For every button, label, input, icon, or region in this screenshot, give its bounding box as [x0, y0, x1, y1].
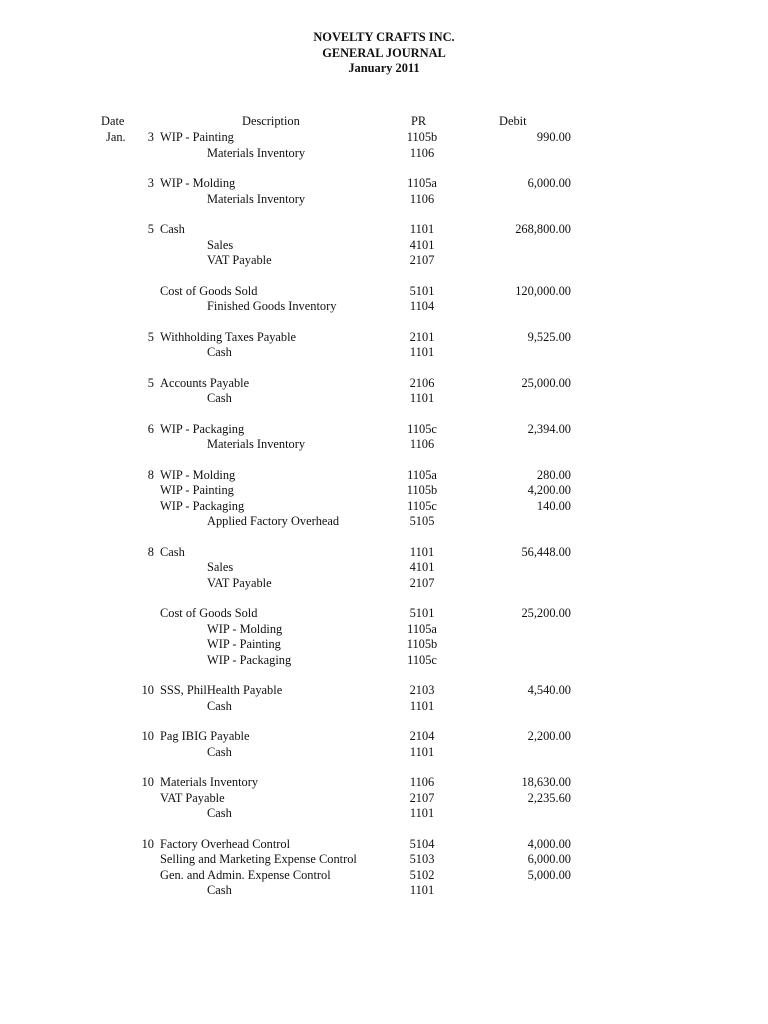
posting-reference: 1105a [407, 621, 437, 636]
account-name: Finished Goods Inventory [207, 299, 337, 313]
debit-line [0, 852, 768, 868]
posting-reference: 1105b [406, 637, 438, 651]
account-name: Cost of Goods Sold [160, 283, 258, 298]
entry-day: 8 [147, 467, 154, 482]
posting-reference: 4101 [409, 560, 435, 574]
account-name: WIP - Packaging [207, 652, 292, 667]
posting-reference: 1105b [406, 130, 438, 144]
entry-day: 5 [147, 329, 154, 344]
credit-line [0, 806, 768, 822]
debit-amount: 2,235.60 [527, 790, 571, 805]
journal-entry [0, 468, 768, 530]
journal-entry [0, 545, 768, 592]
column-header-date: Date [101, 114, 125, 128]
account-name: Cash [207, 698, 232, 713]
posting-reference: 1104 [409, 299, 435, 313]
debit-amount: 6,000.00 [527, 176, 571, 190]
debit-amount: 5,000.00 [527, 867, 571, 882]
account-name: Materials Inventory [207, 191, 306, 206]
debit-line [0, 422, 768, 438]
account-name: Applied Factory Overhead [207, 514, 340, 528]
journal-entry [0, 284, 768, 315]
credit-line [0, 345, 768, 361]
journal-entry [0, 729, 768, 760]
debit-amount: 280.00 [536, 467, 571, 482]
posting-reference: 5103 [409, 852, 435, 866]
entry-day: 5 [147, 375, 154, 390]
credit-line [0, 299, 768, 315]
account-name: Factory Overhead Control [160, 836, 291, 851]
account-name: Materials Inventory [207, 437, 306, 451]
account-name: Gen. and Admin. Expense Control [160, 867, 331, 882]
debit-amount: 120,000.00 [515, 283, 571, 298]
posting-reference: 1105c [407, 498, 437, 513]
posting-reference: 1105b [406, 483, 438, 497]
company-name: NOVELTY CRAFTS INC. [313, 30, 455, 44]
credit-line [0, 637, 768, 653]
credit-line [0, 192, 768, 208]
credit-line [0, 560, 768, 576]
account-name: WIP - Molding [160, 176, 236, 190]
journal-entry [0, 837, 768, 899]
credit-line [0, 391, 768, 407]
column-header-debit: Debit [499, 114, 527, 128]
debit-line [0, 284, 768, 300]
posting-reference: 2101 [409, 329, 435, 344]
posting-reference: 1101 [409, 345, 435, 359]
debit-line [0, 222, 768, 238]
debit-line [0, 545, 768, 561]
posting-reference: 5101 [409, 283, 435, 298]
journal-entry [0, 222, 768, 269]
account-name: Pag IBIG Payable [160, 729, 250, 743]
debit-amount: 268,800.00 [515, 222, 571, 236]
posting-reference: 1105c [407, 652, 437, 667]
posting-reference: 2107 [409, 253, 435, 267]
posting-reference: 1101 [409, 222, 435, 236]
account-name: Cash [207, 744, 232, 759]
debit-amount: 6,000.00 [527, 852, 571, 866]
account-name: Sales [207, 237, 234, 252]
debit-amount: 990.00 [536, 130, 571, 144]
posting-reference: 2106 [409, 375, 435, 390]
account-name: Accounts Payable [160, 375, 250, 390]
journal-entries [0, 130, 768, 914]
journal-entry [0, 376, 768, 407]
account-name: Materials Inventory [207, 145, 306, 160]
account-name: Sales [207, 560, 234, 574]
posting-reference: 1101 [409, 544, 435, 559]
account-name: Materials Inventory [160, 775, 259, 789]
journal-header [0, 30, 768, 77]
debit-amount: 25,200.00 [521, 606, 571, 620]
posting-reference: 5104 [409, 836, 435, 851]
credit-line [0, 514, 768, 530]
journal-period: January 2011 [348, 61, 420, 75]
debit-line [0, 330, 768, 346]
account-name: WIP - Painting [160, 483, 234, 497]
entry-day: 10 [141, 683, 154, 697]
journal-entry [0, 606, 768, 668]
journal-entry [0, 330, 768, 361]
debit-line [0, 483, 768, 499]
entry-day: 10 [141, 836, 154, 851]
credit-line [0, 576, 768, 592]
account-name: WIP - Packaging [160, 421, 245, 436]
account-name: WIP - Molding [160, 467, 236, 482]
posting-reference: 1101 [409, 391, 435, 405]
account-name: Cash [207, 345, 232, 359]
credit-line [0, 883, 768, 899]
entry-day: 5 [147, 222, 154, 236]
debit-amount: 25,000.00 [521, 375, 571, 390]
account-name: Cash [160, 222, 185, 236]
posting-reference: 5101 [409, 606, 435, 620]
posting-reference: 1101 [409, 744, 435, 759]
debit-amount: 2,200.00 [527, 729, 571, 743]
entry-day: 3 [147, 176, 154, 190]
posting-reference: 2107 [409, 575, 435, 590]
posting-reference: 1106 [409, 775, 435, 789]
credit-line [0, 745, 768, 761]
debit-amount: 56,448.00 [521, 544, 571, 559]
account-name: VAT Payable [160, 790, 225, 805]
debit-amount: 4,540.00 [527, 683, 571, 697]
account-name: Cash [207, 806, 232, 820]
posting-reference: 1101 [409, 698, 435, 713]
account-name: Cash [160, 544, 185, 559]
debit-amount: 4,200.00 [527, 483, 571, 497]
credit-line [0, 238, 768, 254]
journal-title: GENERAL JOURNAL [322, 45, 446, 60]
posting-reference: 5102 [409, 867, 435, 882]
credit-line [0, 253, 768, 269]
posting-reference: 1106 [409, 437, 435, 451]
account-name: WIP - Molding [207, 621, 283, 636]
posting-reference: 1106 [409, 145, 435, 160]
debit-line [0, 376, 768, 392]
entry-day: 8 [147, 544, 154, 559]
posting-reference: 1105a [407, 176, 437, 190]
account-name: WIP - Packaging [160, 498, 245, 513]
journal-entry [0, 775, 768, 822]
posting-reference: 1101 [409, 883, 435, 897]
debit-line [0, 499, 768, 515]
debit-amount: 2,394.00 [527, 421, 571, 436]
account-name: Selling and Marketing Expense Control [160, 852, 357, 866]
entry-day: 6 [147, 421, 154, 436]
journal-entry [0, 683, 768, 714]
account-name: Cash [207, 883, 232, 897]
debit-line [0, 868, 768, 884]
credit-line [0, 653, 768, 669]
debit-line [0, 130, 768, 146]
credit-line [0, 699, 768, 715]
debit-line [0, 791, 768, 807]
debit-amount: 9,525.00 [527, 329, 571, 344]
entry-day: 3 [147, 130, 154, 144]
debit-line [0, 729, 768, 745]
credit-line [0, 622, 768, 638]
posting-reference: 2103 [409, 683, 435, 697]
account-name: VAT Payable [207, 575, 272, 590]
posting-reference: 4101 [409, 237, 435, 252]
account-name: VAT Payable [207, 253, 272, 267]
debit-line [0, 606, 768, 622]
account-name: WIP - Painting [160, 130, 234, 144]
posting-reference: 2107 [409, 790, 435, 805]
credit-line [0, 146, 768, 162]
debit-amount: 18,630.00 [521, 775, 571, 789]
debit-amount: 4,000.00 [527, 836, 571, 851]
debit-amount: 140.00 [536, 498, 571, 513]
account-name: Cash [207, 391, 232, 405]
posting-reference: 1105c [407, 421, 437, 436]
debit-line [0, 176, 768, 192]
posting-reference: 1101 [409, 806, 435, 820]
account-name: WIP - Painting [207, 637, 281, 651]
account-name: SSS, PhilHealth Payable [160, 683, 283, 697]
month-label: Jan. [106, 130, 126, 144]
journal-entry [0, 422, 768, 453]
journal-entry [0, 176, 768, 207]
account-name: Withholding Taxes Payable [160, 329, 297, 344]
entry-day: 10 [141, 775, 154, 789]
posting-reference: 5105 [409, 514, 435, 528]
debit-line [0, 775, 768, 791]
credit-line [0, 437, 768, 453]
debit-line [0, 837, 768, 853]
debit-line [0, 468, 768, 484]
journal-entry [0, 130, 768, 161]
column-header-description: Description [242, 114, 300, 128]
debit-line [0, 683, 768, 699]
column-header-pr: PR [411, 114, 427, 128]
posting-reference: 1105a [407, 467, 437, 482]
entry-day: 10 [141, 729, 154, 743]
account-name: Cost of Goods Sold [160, 606, 258, 620]
posting-reference: 1106 [409, 191, 435, 206]
posting-reference: 2104 [409, 729, 435, 743]
